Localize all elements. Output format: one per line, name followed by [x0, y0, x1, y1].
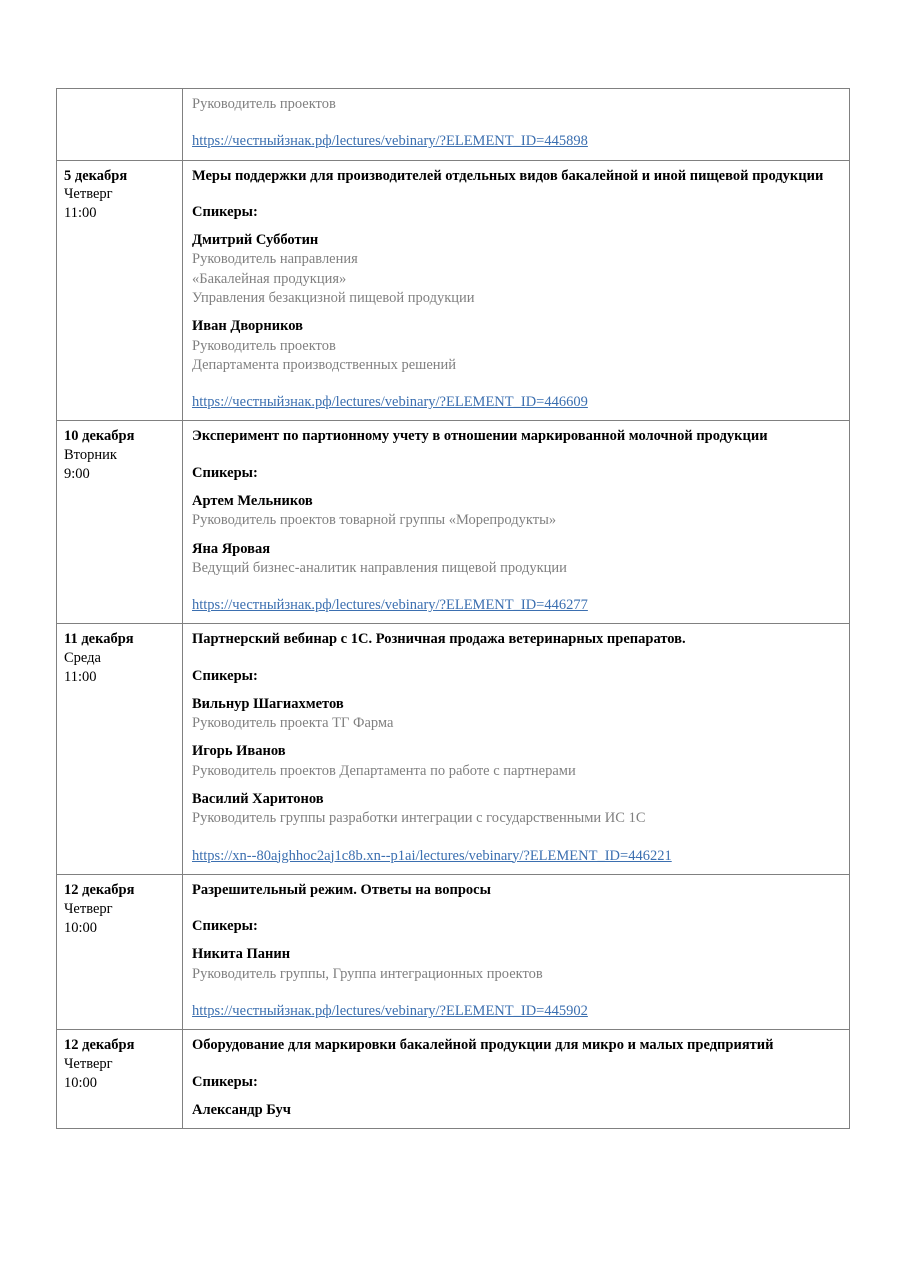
date-block	[57, 875, 182, 946]
content-block	[183, 89, 849, 160]
content-block	[183, 161, 849, 421]
content-block	[183, 624, 849, 874]
content-cell	[183, 624, 850, 875]
speaker-name: Яна Яровая	[192, 540, 271, 557]
date-weekday: Среда	[64, 650, 101, 667]
speaker-name: Артем Мельников	[192, 492, 313, 509]
table-row	[57, 160, 850, 421]
content-cell	[183, 1030, 850, 1129]
speaker-name: Игорь Иванов	[192, 743, 286, 760]
speaker-role: Департамента производственных решений	[192, 356, 457, 373]
content-cell	[183, 89, 850, 161]
speaker-name: Александр Буч	[192, 1101, 291, 1118]
date-weekday: Четверг	[64, 1056, 113, 1073]
content-cell	[183, 421, 850, 624]
webinar-link-row	[192, 847, 841, 866]
speakers-label: Спикеры:	[192, 464, 258, 481]
content-cell	[183, 874, 850, 1029]
date-time: 11:00	[64, 205, 97, 222]
speakers-label: Спикеры:	[192, 1073, 258, 1090]
table-row	[57, 1030, 850, 1129]
date-cell	[57, 89, 183, 161]
webinar-link[interactable]: https://честныйзнак.рф/lectures/vebinary/?ELEMENT_ID=446277	[192, 597, 588, 614]
date-day: 12 декабря	[64, 1037, 135, 1054]
speaker-role: Руководитель проектов	[192, 337, 336, 354]
date-cell	[57, 624, 183, 875]
content-cell	[183, 160, 850, 421]
speaker-role: Руководитель направления	[192, 251, 358, 268]
date-weekday: Вторник	[64, 447, 117, 464]
date-block	[57, 1030, 182, 1101]
date-day: 12 декабря	[64, 881, 135, 898]
date-time: 10:00	[64, 1074, 98, 1091]
speakers-label: Спикеры:	[192, 667, 258, 684]
date-day: 10 декабря	[64, 428, 135, 445]
date-time: 9:00	[64, 466, 90, 483]
speaker-role: «Бакалейная продукция»	[192, 270, 347, 287]
speaker-name: Никита Панин	[192, 946, 291, 963]
webinar-title: Разрешительный режим. Ответы на вопросы	[192, 881, 491, 898]
date-cell	[57, 874, 183, 1029]
speakers-label: Спикеры:	[192, 203, 258, 220]
date-block	[57, 624, 182, 695]
webinar-link[interactable]: https://честныйзнак.рф/lectures/vebinary/?ELEMENT_ID=445902	[192, 1003, 588, 1019]
date-day: 11 декабря	[64, 631, 134, 648]
speaker-role: Руководитель проектов Департамента по работе с партнерами	[192, 762, 576, 779]
date-block	[57, 89, 182, 103]
table-row	[57, 421, 850, 624]
date-time: 10:00	[64, 919, 98, 936]
webinar-link[interactable]: https://честныйзнак.рф/lectures/vebinary/?ELEMENT_ID=446609	[192, 394, 588, 411]
date-cell	[57, 1030, 183, 1129]
content-block	[183, 421, 849, 623]
table-row	[57, 624, 850, 875]
speaker-name: Иван Дворников	[192, 318, 303, 335]
table-row	[57, 874, 850, 1029]
webinar-link-row	[192, 1002, 841, 1021]
webinar-schedule-table	[56, 88, 850, 1129]
webinar-link-row	[192, 596, 841, 615]
speakers-label: Спикеры:	[192, 918, 258, 935]
webinar-title: Партнерский вебинар с 1С. Розничная продажа ветеринарных препаратов.	[192, 631, 686, 648]
date-block	[57, 161, 182, 232]
speaker-role: Руководитель группы разработки интеграции с государственными ИС 1С	[192, 810, 646, 827]
speaker-role: Руководитель проектов товарной группы «Морепродукты»	[192, 512, 557, 529]
speaker-name: Василий Харитонов	[192, 791, 324, 808]
speaker-role: Руководитель проекта ТГ Фарма	[192, 715, 394, 732]
speaker-role: Управления безакцизной пищевой продукции	[192, 289, 475, 306]
date-cell	[57, 421, 183, 624]
speaker-role: Ведущий бизнес-аналитик направления пищевой продукции	[192, 559, 567, 576]
webinar-link-row	[192, 393, 841, 412]
date-cell	[57, 160, 183, 421]
webinar-title: Оборудование для маркировки бакалейной продукции для микро и малых предприятий	[192, 1037, 774, 1054]
content-block	[183, 1030, 849, 1128]
speaker-name: Вильнур Шагиахметов	[192, 695, 344, 712]
webinar-title: Меры поддержки для производителей отдельных видов бакалейной и иной пищевой продукции	[192, 167, 824, 184]
content-block	[183, 875, 849, 1029]
speaker-role: Руководитель группы, Группа интеграционных проектов	[192, 965, 543, 982]
date-time: 11:00	[64, 669, 97, 686]
table-row	[57, 89, 850, 161]
webinar-link[interactable]: https://xn--80ajghhoc2aj1c8b.xn--p1ai/lectures/vebinary/?ELEMENT_ID=446221	[192, 847, 672, 864]
speaker-name: Дмитрий Субботин	[192, 232, 319, 249]
webinar-link[interactable]: https://честныйзнак.рф/lectures/vebinary/?ELEMENT_ID=445898	[192, 133, 588, 150]
speaker-role: Руководитель проектов	[192, 96, 336, 112]
webinar-link-row	[192, 132, 841, 151]
webinar-title: Эксперимент по партионному учету в отношении маркированной молочной продукции	[192, 428, 768, 445]
date-weekday: Четверг	[64, 186, 113, 203]
date-day: 5 декабря	[64, 167, 128, 184]
date-block	[57, 421, 182, 492]
date-weekday: Четверг	[64, 900, 113, 917]
